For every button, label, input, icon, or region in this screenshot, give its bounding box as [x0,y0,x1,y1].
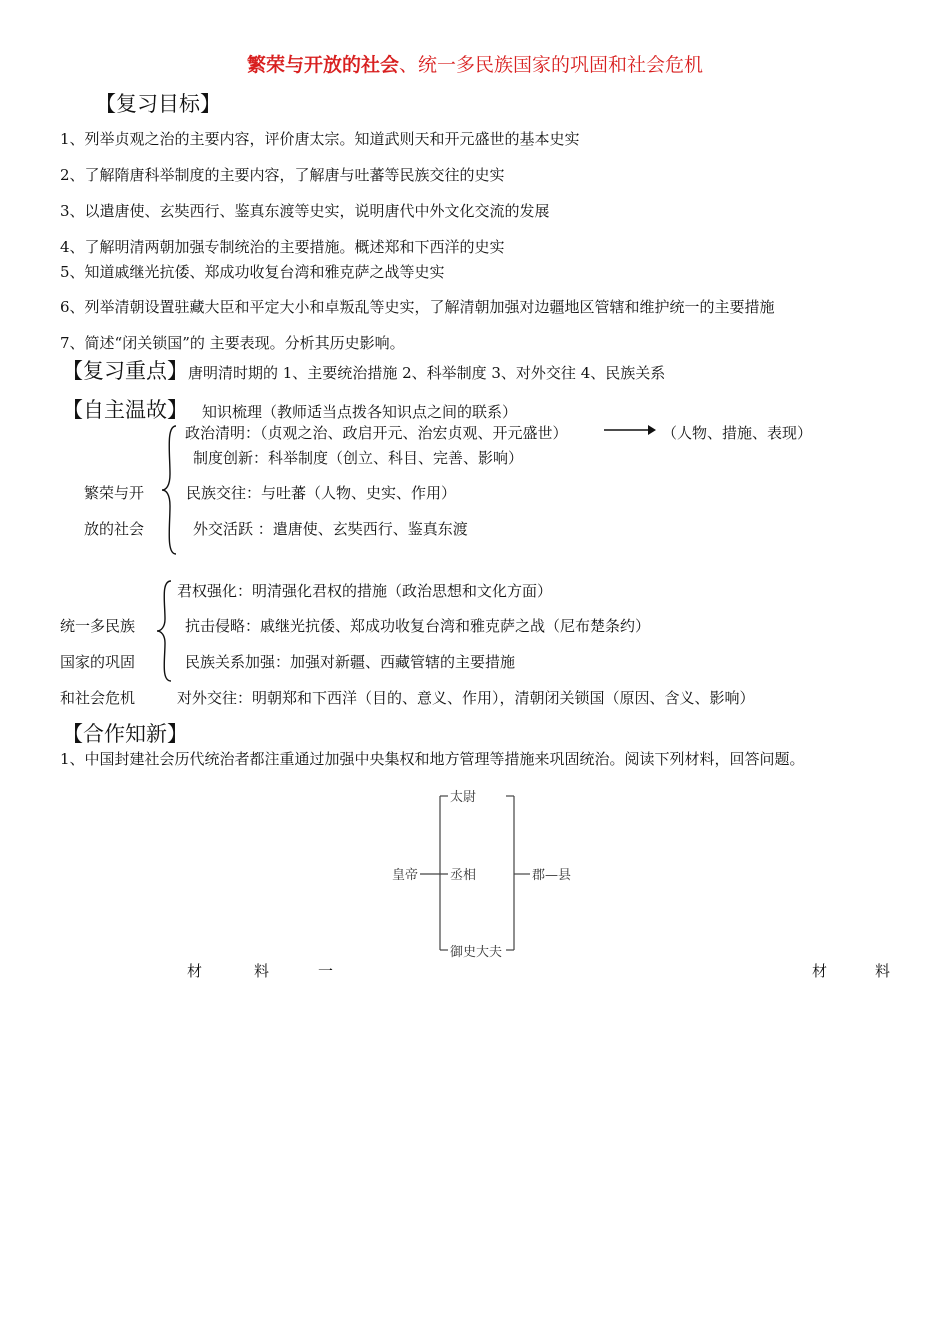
page-title [0,50,950,77]
review-focus-row [62,355,665,385]
goal-2: 2、了解隋唐科举制度的主要内容，了解唐与吐蕃等民族交往的史实 [60,166,505,184]
diagram-jun-xian: 郡—县 [532,868,572,883]
section-review-focus: 【复习重点】 [62,359,188,383]
section-review-goals: 【复习目标】 [95,92,221,116]
tree1-arrow-note: （人物、措施、表现） [662,424,813,442]
title-part2: 、统一多民族国家的巩固和社会危机 [399,54,704,76]
review-focus-text: 唐明清时期的 1、主要统治措施 2、科举制度 3、对外交往 4、民族关系 [188,364,666,382]
material-left-3: 一 [318,962,334,980]
material-left-1: 材 [187,962,203,980]
goal-4: 4、了解明清两朝加强专制统治的主要措施。概述郑和下西洋的史实 [60,238,505,256]
material-right-2: 料 [875,962,891,980]
diagram-yushidafu: 御史大夫 [450,945,503,960]
diagram-taiwei: 太尉 [450,790,477,805]
tree1-root-line1: 繁荣与开 [84,484,145,502]
tree2-root-line1: 统一多民族 [60,617,136,635]
question-1: 1、中国封建社会历代统治者都注重通过加强中央集权和地方管理等措施来巩固统治。阅读下列材料，回答问题。 [60,750,805,768]
goal-7: 7、简述“闭关锁国”的 主要表现。分析其历史影响。 [60,334,405,352]
qin-government-diagram [390,784,590,964]
tree1-root-line2: 放的社会 [84,520,145,538]
tree2-root-line3: 和社会危机 [60,689,136,707]
goal-5: 5、知道戚继光抗倭、郑成功收复台湾和雅克萨之战等史实 [60,263,445,281]
tree1-item-4: 外交活跃 ：遣唐使、玄奘西行、鉴真东渡 [193,520,468,538]
self-review-text: 知识梳理（教师适当点拨各知识点之间的联系） [202,403,518,421]
tree2-item-3: 民族关系加强：加强对新疆、西藏管辖的主要措施 [185,653,516,671]
tree2-brace [155,579,175,683]
section-cooperation: 【合作知新】 [62,722,188,746]
goal-6: 6、列举清朝设置驻藏大臣和平定大小和卓叛乱等史实，了解清朝加强对边疆地区管辖和维护统一的主要措施 [60,298,775,316]
tree1-item-1: 政治清明：（贞观之治、政启开元、治宏贞观、开元盛世） [185,424,568,442]
diagram-chengxiang: 丞相 [450,868,477,883]
tree2-item-2: 抗击侵略：戚继光抗倭、郑成功收复台湾和雅克萨之战（尼布楚条约） [185,617,651,635]
goal-3: 3、以遣唐使、玄奘西行、鉴真东渡等史实，说明唐代中外文化交流的发展 [60,202,550,220]
tree2-item-1: 君权强化：明清强化君权的措施（政治思想和文化方面） [177,582,553,600]
goal-1: 1、列举贞观之治的主要内容，评价唐太宗。知道武则天和开元盛世的基本史实 [60,130,580,148]
diagram-emperor: 皇帝 [392,868,419,883]
tree2-item-4: 对外交往：明朝郑和下西洋（目的、意义、作用），清朝闭关锁国（原因、含义、影响） [177,689,755,707]
tree1-brace [160,424,180,556]
arrow-icon [604,423,656,437]
tree1-item-3: 民族交往：与吐蕃（人物、史实、作用） [186,484,457,502]
tree2-root-line2: 国家的巩固 [60,653,136,671]
tree1-item-2: 制度创新：科举制度（创立、科目、完善、影响） [193,449,524,467]
title-part1: 繁荣与开放的社会 [246,54,399,76]
self-review-row [62,394,517,424]
section-self-review: 【自主温故】 [62,398,188,422]
material-left-2: 料 [254,962,270,980]
material-right-1: 材 [812,962,828,980]
